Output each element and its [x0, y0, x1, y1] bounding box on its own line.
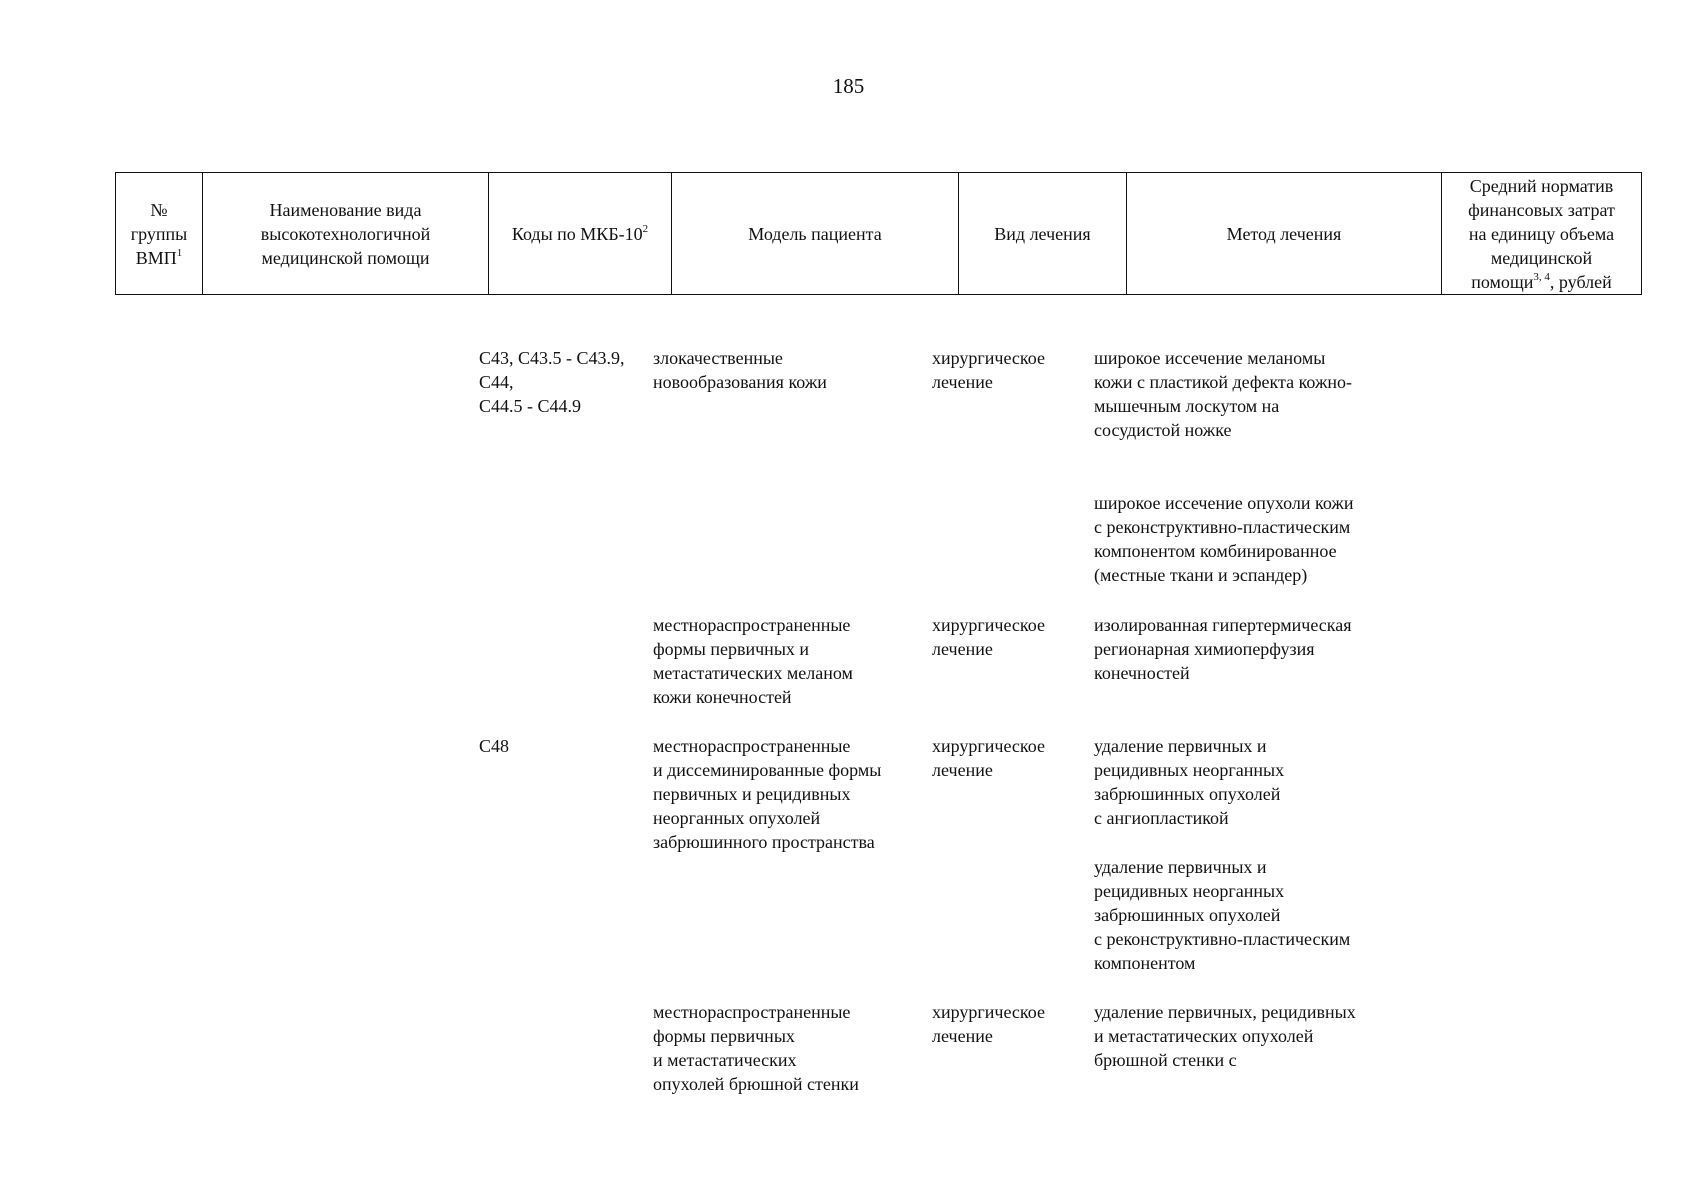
footnote-ref-1: 1 — [176, 246, 183, 259]
page-number: 185 — [832, 74, 865, 98]
header-treatment-type-text: Вид лечения — [994, 223, 1091, 244]
header-group-number — [116, 173, 203, 295]
row-1-patient-model: злокачественные новообразования кожи — [653, 348, 827, 392]
row-5-treatment-method: удаление первичных и рецидивных неорганных забрюшинных опухолей с реконструктивно-пластическим компонентом — [1094, 857, 1351, 973]
row-3-patient-model: местнораспространенные формы первичных и метастатических меланом кожи конечностей — [653, 615, 853, 707]
header-icd-codes — [489, 173, 672, 295]
header-care-type-name — [203, 173, 489, 295]
header-treatment-method-text: Метод лечения — [1226, 223, 1342, 244]
header-treatment-method — [1127, 173, 1442, 295]
row-1-icd-codes: C43, C43.5 - C43.9, C44, C44.5 - C44.9 — [479, 348, 625, 416]
row-4-treatment-method: удаление первичных и рецидивных неорганных забрюшинных опухолей с ангиопластикой — [1094, 736, 1285, 828]
header-average-cost-text: Средний норматив финансовых затрат на единицу объема медицинской помощи — [1468, 175, 1615, 292]
row-6-treatment-method: удаление первичных, рецидивных и метастатических опухолей брюшной стенки с — [1094, 1002, 1356, 1070]
header-patient-model — [672, 173, 959, 295]
row-4-patient-model: местнораспространенные и диссеминированные формы первичных и рецидивных неорганных опухолей забрюшинного пространства — [653, 736, 882, 852]
row-4-icd-codes: C48 — [479, 736, 510, 756]
footnote-ref-3-4: 3, 4 — [1533, 270, 1550, 283]
header-average-cost-unit: , рублей — [1549, 271, 1612, 292]
footnote-ref-2: 2 — [642, 222, 649, 235]
row-6-patient-model: местнораспространенные формы первичных и метастатических опухолей брюшной стенки — [653, 1002, 859, 1094]
row-4-treatment-type: хирургическое лечение — [932, 736, 1045, 780]
row-2-treatment-method: широкое иссечение опухоли кожи с реконструктивно-пластическим компонентом комбинированное (местные ткани и эспандер) — [1094, 493, 1354, 585]
header-group-number-text: № группы ВМП — [130, 199, 188, 268]
header-row — [116, 173, 1642, 295]
header-icd-codes-text: Коды по МКБ-10 — [511, 223, 643, 244]
row-1-treatment-type: хирургическое лечение — [932, 348, 1045, 392]
row-1-treatment-method: широкое иссечение меланомы кожи с пластикой дефекта кожно- мышечным лоскутом на сосудистой ножке — [1094, 348, 1353, 440]
header-care-type-name-text: Наименование вида высокотехнологичной медицинской помощи — [260, 199, 431, 268]
header-average-cost — [1442, 173, 1642, 295]
row-3-treatment-method: изолированная гипертермическая регионарная химиоперфузия конечностей — [1094, 615, 1352, 683]
header-patient-model-text: Модель пациента — [748, 223, 882, 244]
row-6-treatment-type: хирургическое лечение — [932, 1002, 1045, 1046]
table-header — [115, 172, 1642, 295]
header-treatment-type — [959, 173, 1127, 295]
row-3-treatment-type: хирургическое лечение — [932, 615, 1045, 659]
